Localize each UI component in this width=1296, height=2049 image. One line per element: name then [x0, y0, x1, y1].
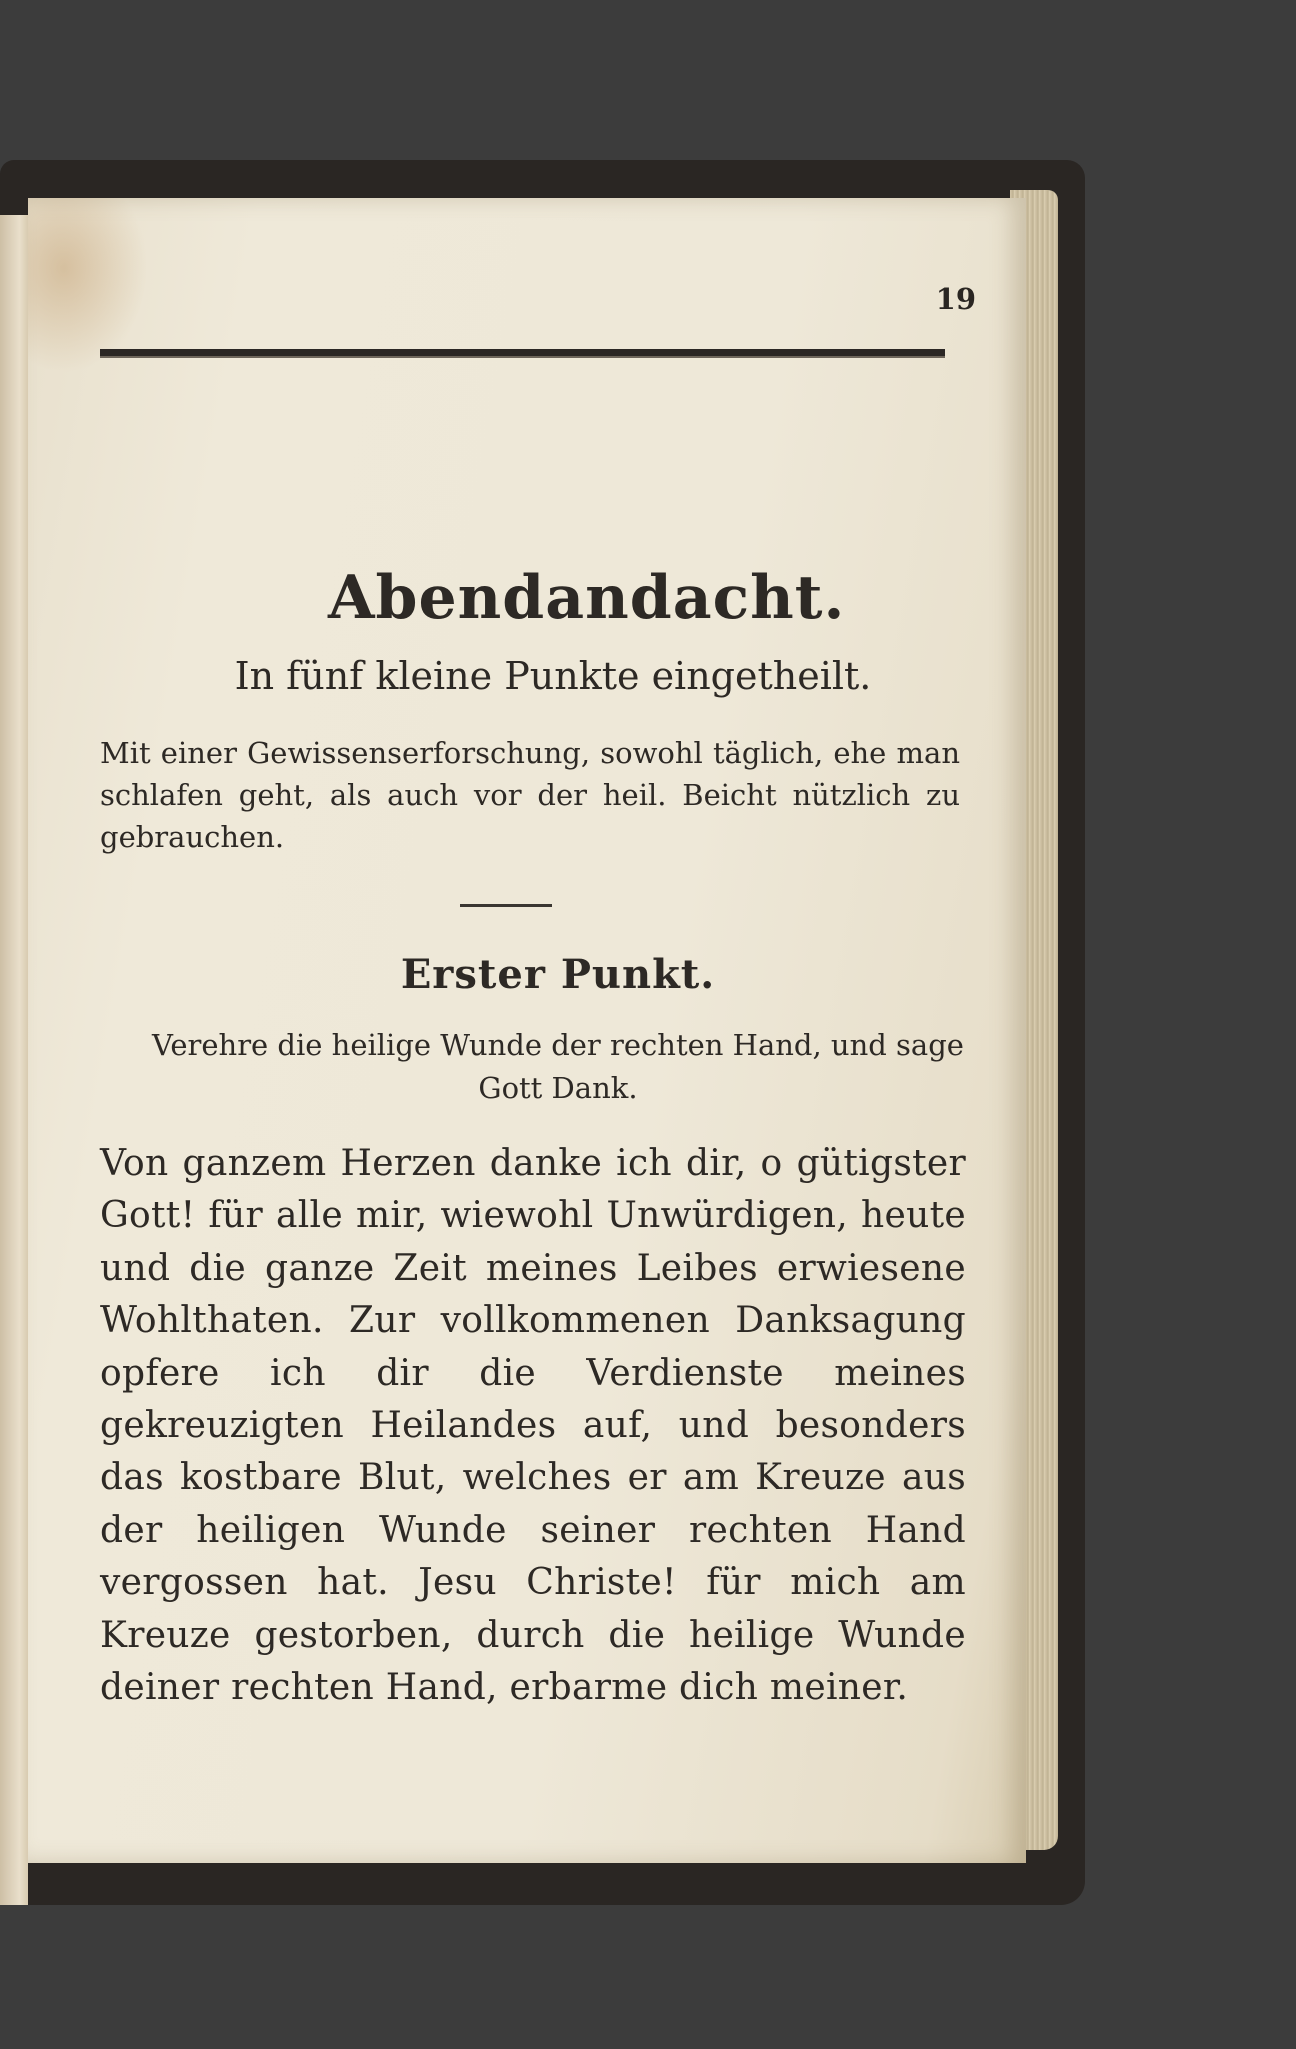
page-title: Abendandacht.: [328, 563, 846, 633]
page-number: 19: [935, 282, 976, 316]
header-rule: [100, 349, 945, 358]
paper-stain: [28, 198, 148, 373]
page-subtitle: In fünf kleine Punkte eingetheilt.: [234, 654, 872, 698]
intro-paragraph: Mit einer Gewissenserforschung, sowohl täglich, ehe man schlafen geht, als auch vor der heil. Beicht nützlich zu gebrauchen.: [100, 736, 960, 854]
body-paragraph: Von ganzem Herzen danke ich dir, o gütigster Gott! für alle mir, wiewohl Unwürdigen, heute und die ganze Zeit meines Leibes erwiesene Wohlthaten. Zur vollkommenen Danksagung opfere ich dir die Verdienste meines gekreuzigten Heilandes auf, und besonders das kostbare Blut, welches er am Kreuze aus der heiligen Wunde seiner rechten Hand vergossen hat. Jesu Christe! für mich am Kreuze gestorben, durch die heilige Wunde deiner rechten Hand, erbarme dich meiner.: [100, 1143, 966, 1709]
facing-page-edge: [0, 215, 28, 1905]
section-title: Erster Punkt.: [400, 951, 716, 998]
section-subtitle: Verehre die heilige Wunde der rechten Hand, und sage Gott Dank.: [152, 1028, 964, 1105]
section-divider: [460, 904, 552, 907]
book-page: [28, 198, 1026, 1863]
